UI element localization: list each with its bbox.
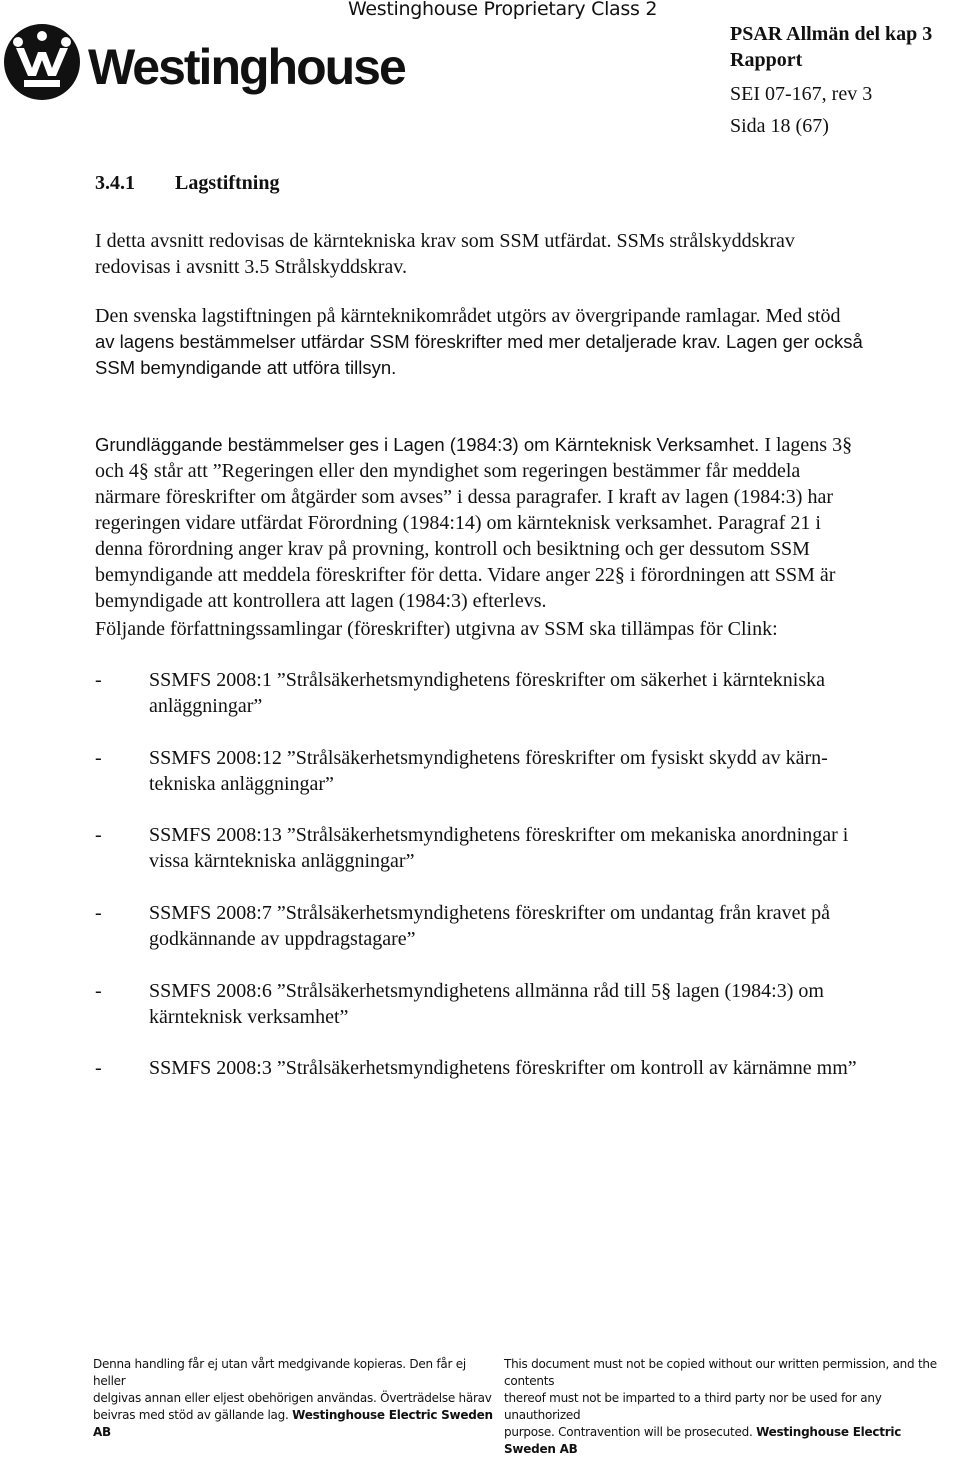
list-item-line: SSMFS 2008:13 ”Strålsäkerhetsmyndighetens föreskrifter om mekaniska anordningar i bbox=[149, 824, 849, 846]
paragraph-basic-provisions bbox=[95, 432, 945, 614]
footer-text: purpose. Contravention will be prosecuted. bbox=[504, 1425, 757, 1439]
paragraph-intro bbox=[95, 228, 945, 280]
westinghouse-logo-mark bbox=[2, 14, 405, 106]
footer-line bbox=[93, 1407, 493, 1441]
list-item-line: SSMFS 2008:6 ”Strålsäkerhetsmyndighetens allmänna råd till 5§ lagen (1984:3) om bbox=[149, 980, 824, 1002]
footer-line bbox=[504, 1424, 954, 1458]
list-dash: - bbox=[95, 1057, 102, 1079]
list-dash: - bbox=[95, 902, 102, 924]
list-item-line: anläggningar” bbox=[149, 695, 263, 717]
classification-label: Westinghouse Proprietary Class 2 bbox=[348, 0, 658, 20]
footer-line: This document must not be copied without our written permission, and the contents bbox=[504, 1357, 937, 1388]
list-item-line: SSMFS 2008:1 ”Strålsäkerhetsmyndighetens föreskrifter om säkerhet i kärntekniska bbox=[149, 669, 825, 691]
list-item-line: vissa kärntekniska anläggningar” bbox=[149, 850, 415, 872]
paragraph-regulations-intro: Följande författningssamlingar (föreskrifter) utgivna av SSM ska tillämpas för Clink: bbox=[95, 618, 778, 640]
logo-wordmark: Westinghouse bbox=[88, 39, 405, 95]
list-dash: - bbox=[95, 747, 102, 769]
paragraph-line: närmare föreskrifter om åtgärder som avses” i dessa paragrafer. I kraft av lagen (1984:3) har bbox=[95, 486, 833, 508]
list-item-line: kärnteknisk verksamhet” bbox=[149, 1006, 349, 1028]
paragraph-legislation bbox=[95, 303, 945, 381]
paragraph-line: I detta avsnitt redovisas de kärntekniska krav som SSM utfärdat. SSMs strålskyddskrav bbox=[95, 230, 795, 252]
paragraph-line: SSM bemyndigande att utföra tillsyn. bbox=[95, 357, 397, 378]
footer-company: Westinghouse Electric Sweden AB bbox=[93, 1408, 493, 1439]
document-number: SEI 07-167, rev 3 bbox=[730, 83, 873, 105]
paragraph-lead: Grundläggande bestämmelser ges i Lagen (1984:3) om Kärnteknisk Verksamhet. bbox=[95, 434, 760, 455]
footer-notice-swedish bbox=[93, 1356, 493, 1441]
list-item-line: godkännande av uppdragstagare” bbox=[149, 928, 416, 950]
footer-line: thereof must not be imparted to a third party nor be used for any unauthorized bbox=[504, 1391, 882, 1422]
footer-line: Denna handling får ej utan vårt medgivande kopieras. Den får ej heller bbox=[93, 1357, 466, 1388]
paragraph-line: regeringen vidare utfärdat Förordning (1984:14) om kärnteknisk verksamhet. Paragraf 21 i bbox=[95, 512, 821, 534]
list-item-line: tekniska anläggningar” bbox=[149, 773, 334, 795]
list-item-line: SSMFS 2008:7 ”Strålsäkerhetsmyndighetens föreskrifter om undantag från kravet på bbox=[149, 902, 830, 924]
paragraph-line: bemyndigande att meddela föreskrifter för detta. Vidare anger 22§ i förordningen att SSM är bbox=[95, 564, 836, 586]
section-title: Lagstiftning bbox=[175, 172, 280, 194]
footer-notice-english bbox=[504, 1356, 954, 1458]
footer-line: delgivas annan eller eljest obehörigen användas. Överträdelse härav bbox=[93, 1391, 492, 1405]
document-title: PSAR Allmän del kap 3 bbox=[730, 23, 933, 45]
paragraph-line: redovisas i avsnitt 3.5 Strålskyddskrav. bbox=[95, 256, 408, 278]
list-item-line: SSMFS 2008:12 ”Strålsäkerhetsmyndighetens föreskrifter om fysiskt skydd av kärn- bbox=[149, 747, 828, 769]
paragraph-line: av lagens bestämmelser utfärdar SSM föreskrifter med mer detaljerade krav. Lagen ger också bbox=[95, 331, 863, 352]
footer-text: beivras med stöd av gällande lag. bbox=[93, 1408, 293, 1422]
paragraph-tail: I lagens 3§ bbox=[759, 434, 853, 456]
paragraph-line bbox=[95, 432, 945, 458]
page-number: Sida 18 (67) bbox=[730, 115, 829, 137]
paragraph-line: Den svenska lagstiftningen på kärnteknikområdet utgörs av övergripande ramlagar. Med stöd bbox=[95, 305, 841, 327]
list-dash: - bbox=[95, 669, 102, 691]
footer-company: Westinghouse Electric Sweden AB bbox=[504, 1425, 902, 1456]
list-dash: - bbox=[95, 824, 102, 846]
section-heading bbox=[95, 172, 279, 195]
list-item-line: SSMFS 2008:3 ”Strålsäkerhetsmyndighetens föreskrifter om kontroll av kärnämne mm” bbox=[149, 1057, 857, 1079]
paragraph-line: och 4§ står att ”Regeringen eller den myndighet som regeringen bestämmer får meddela bbox=[95, 460, 801, 482]
list-dash: - bbox=[95, 980, 102, 1002]
document-type: Rapport bbox=[730, 49, 803, 71]
section-number: 3.4.1 bbox=[95, 172, 135, 194]
paragraph-line: denna förordning anger krav på provning, kontroll och besiktning och ger dessutom SSM bbox=[95, 538, 810, 560]
westinghouse-logo bbox=[2, 14, 405, 106]
paragraph-line: bemyndigade att kontrollera att lagen (1984:3) efterlevs. bbox=[95, 590, 547, 612]
